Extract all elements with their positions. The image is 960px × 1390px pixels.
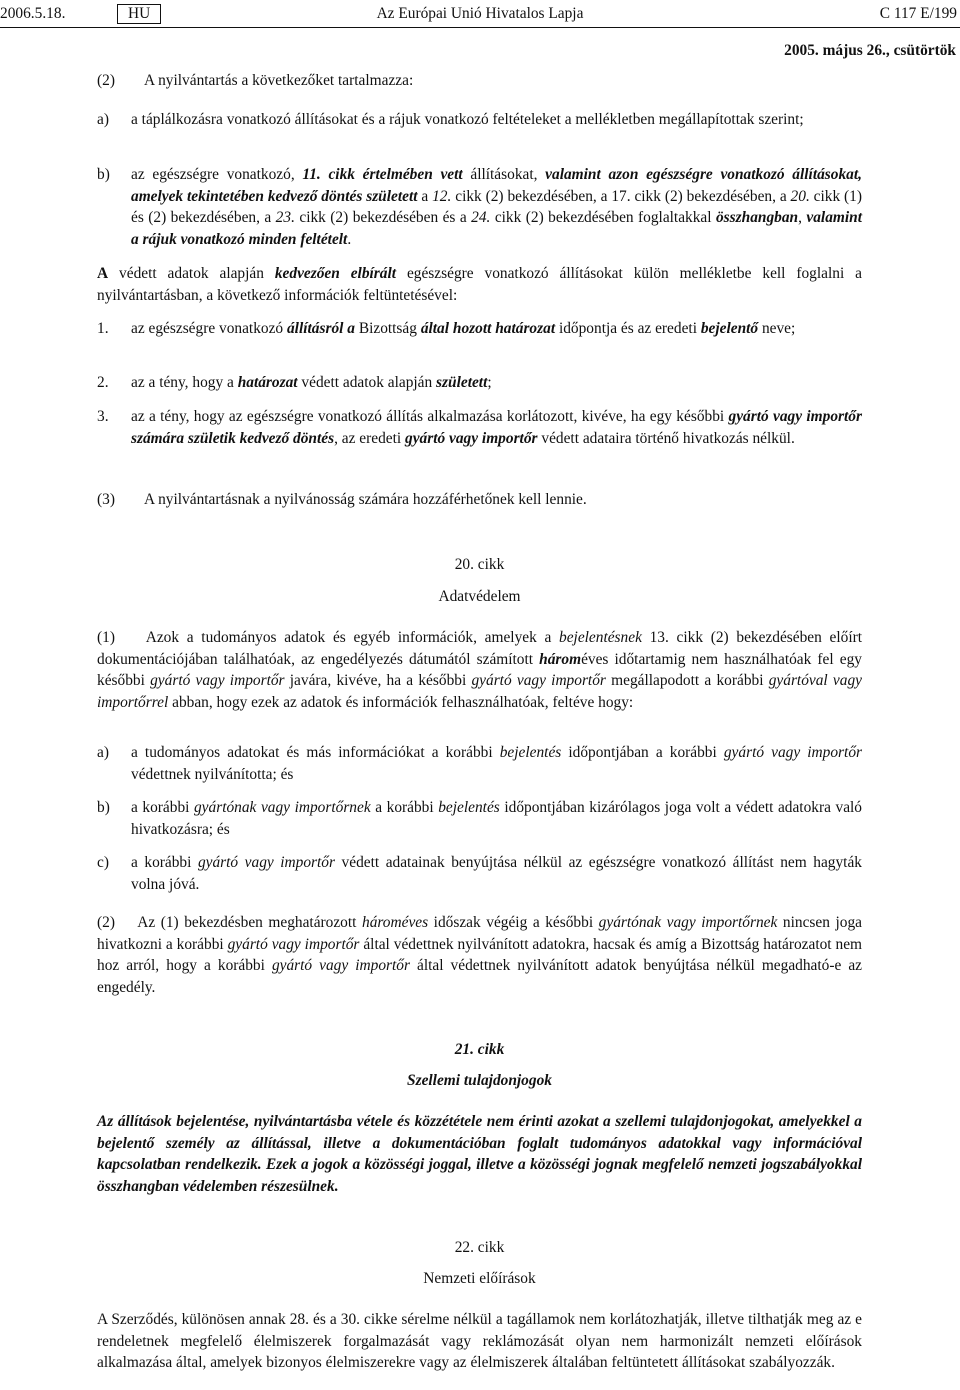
paragraph-number: (2) xyxy=(97,72,115,89)
article-number: 22. cikk xyxy=(454,1239,505,1256)
list-text: az egészségre vonatkozó állításról a Bizottság által hozott határozat időpontja és az eredeti bejelentő neve; xyxy=(131,320,796,337)
page-header xyxy=(0,3,960,25)
article-title: Adatvédelem xyxy=(438,588,521,605)
article-number: 20. cikk xyxy=(454,556,505,573)
item-label: a) xyxy=(97,111,109,128)
journal-reference: C 117 E/199 xyxy=(879,5,957,22)
article-number: 21. cikk xyxy=(454,1041,505,1058)
item-label: a) xyxy=(97,744,109,761)
item-text: a korábbi gyártó vagy importőr védett adatainak benyújtása nélkül az egészségre vonatkozó állítást nem hagyták volna jóvá. xyxy=(131,854,862,893)
session-dateline: 2005. május 26., csütörtök xyxy=(784,42,956,59)
language-code: HU xyxy=(117,4,161,24)
item-label: c) xyxy=(97,854,109,871)
item-text: a korábbi gyártónak vagy importőrnek a korábbi bejelentés időpontjában kizárólagos joga volt a védett adatokra való hivatkozásra; és xyxy=(131,799,862,838)
article-title: Szellemi tulajdonjogok xyxy=(407,1072,552,1089)
list-number: 1. xyxy=(97,320,109,337)
paragraph-number: (3) xyxy=(97,491,115,508)
list-number: 3. xyxy=(97,408,109,425)
list-text: az a tény, hogy a határozat védett adatok alapján született; xyxy=(131,374,492,391)
article-title: Nemzeti előírások xyxy=(423,1270,536,1287)
list-text: az a tény, hogy az egészségre vonatkozó állítás alkalmazása korlátozott, kivéve, ha egy későbbi gyártó vagy importőr számára születik kedvező döntés, az eredeti gyártó vagy importőr védett adataira történő hivatkozás nélkül. xyxy=(131,408,862,447)
paragraph-text: A védett adatok alapján kedvezően elbírált egészségre vonatkozó állításokat külön mellékletbe kell foglalni a nyilvántartásban, a következő információk feltüntetésével: xyxy=(97,265,862,304)
paragraph-text: (2) Az (1) bekezdésben meghatározott hároméves időszak végéig a későbbi gyártónak vagy importőrnek nincsen joga hivatkozni a korábbi gyártó vagy importőr által védettnek nyilvánított adatokra, hacsak és amíg a Bizottság határozatot nem hoz arról, hogy a korábbi gyártó vagy importőr által védettnek nyilvánított adatok benyújtása nélkül megadható-e az engedély. xyxy=(97,914,862,996)
header-date: 2006.5.18. xyxy=(0,5,66,22)
paragraph-text: (1) Azok a tudományos adatok és egyéb információk, amelyek a bejelentésnek 13. cikk (2) bekezdésében előírt dokumentációjában találhatóak, az engedélyezés dátumától számított hároméves időtartamig nem használhatóak fel egy későbbi gyártó vagy importőr javára, kivéve, ha a későbbi gyártó vagy importőr megállapodott a korábbi gyártóval vagy importőrrel abban, hogy ezek az adatok és információk felhasználhatóak, feltéve hogy: xyxy=(97,629,862,711)
list-number: 2. xyxy=(97,374,109,391)
item-text: az egészségre vonatkozó, 11. cikk értelmében vett állításokat, valamint azon egészségre vonatkozó állításokat, amelyek tekintetében kedvező döntés született a 12. cikk (2) bekezdésében, a 17. cikk (2) bekezdésében, a 20. cikk (1) és (2) bekezdésében, a 23. cikk (2) bekezdésében és a 24. cikk (2) bekezdésében foglaltakkal összhangban, valamint a rájuk vonatkozó minden feltételt. xyxy=(131,166,862,248)
journal-title: Az Európai Unió Hivatalos Lapja xyxy=(376,5,584,22)
item-text: a tudományos adatokat és más információkat a korábbi bejelentés időpontjában a korábbi gyártó vagy importőr védettnek nyilvánította; és xyxy=(131,744,863,783)
item-label: b) xyxy=(97,166,110,183)
paragraph-text: A Szerződés, különösen annak 28. és a 30. cikke sérelme nélkül a tagállamok nem korlátozhatják, illetve tilthatják meg az e rendeletnek megfelelő élelmiszerek forgalmazását vagy reklámozását olyan nem harmonizált nemzeti előírások alkalmazása által, amelyek bizonyos élelmiszerekre vagy az élelmiszerek általában feltüntetett állításokat szabályozzák. xyxy=(97,1311,862,1371)
paragraph-text: A nyilvántartásnak a nyilvánosság számára hozzáférhetőnek kell lennie. xyxy=(144,491,587,508)
header-rule xyxy=(0,27,960,28)
paragraph-text: A nyilvántartás a következőket tartalmazza: xyxy=(144,72,414,89)
paragraph-text: Az állítások bejelentése, nyilvántartásba vétele és közzététele nem érinti azokat a szellemi tulajdonjogokat, amelyekkel a bejelentő személy az állítással, illetve a dokumentációban foglalt tudományos adatokkal vagy információval kapcsolatban rendelkezik. Ezek a jogok a közösségi joggal, illetve a közösségi jognak megfelelő nemzeti jogszabályokkal összhangban védelemben részesülnek. xyxy=(97,1113,862,1195)
item-text: a táplálkozásra vonatkozó állításokat és a rájuk vonatkozó feltételeket a mellékletben megállapítottak szerint; xyxy=(131,111,804,128)
item-label: b) xyxy=(97,799,110,816)
